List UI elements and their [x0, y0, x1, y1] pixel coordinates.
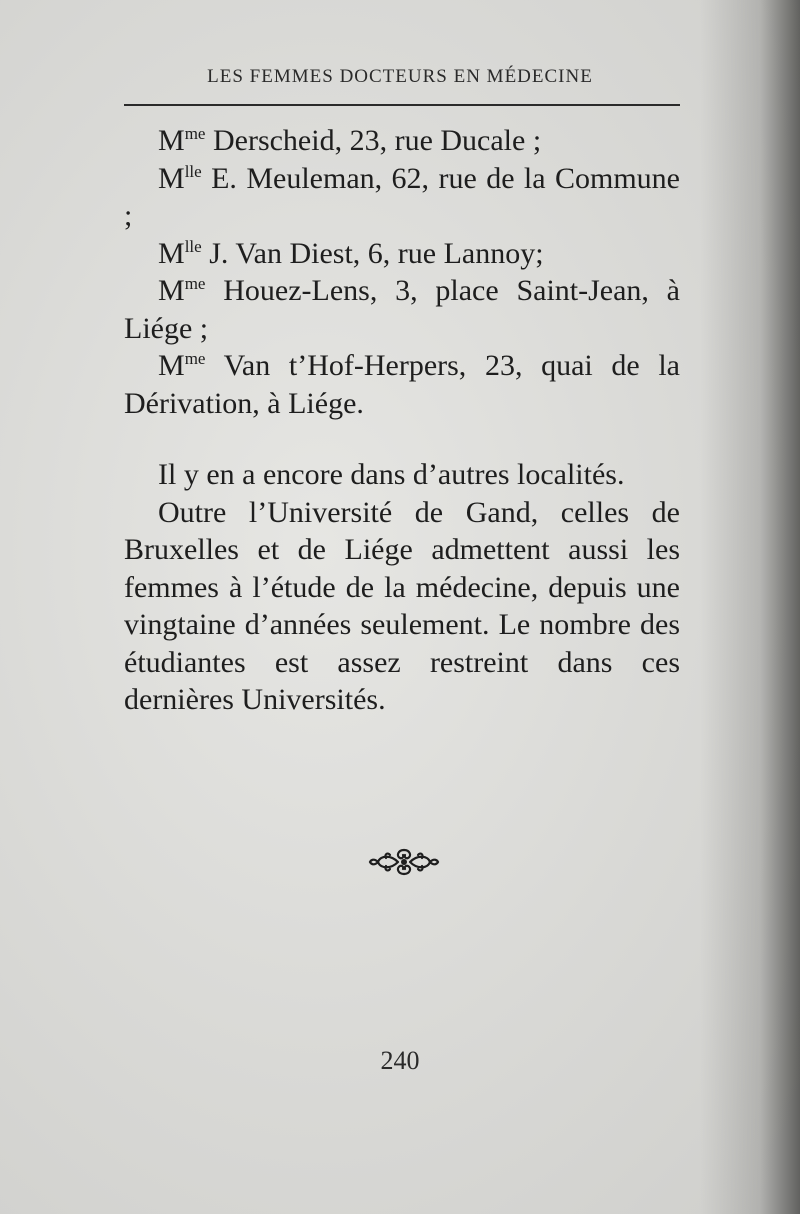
header-rule — [124, 104, 680, 106]
entry-title-sup: lle — [184, 161, 202, 181]
entry-text: J. Van Diest, 6, rue Lannoy; — [201, 236, 544, 270]
entry-title: M — [158, 161, 185, 195]
entry-text: Derscheid, 23, rue Ducale ; — [205, 124, 542, 157]
entry-text: Houez-Lens, 3, place Saint-Jean, à Liége ; — [124, 274, 680, 345]
entry-title-sup: me — [184, 274, 206, 293]
entry-title: M — [158, 236, 185, 270]
running-head: LES FEMMES DOCTEURS EN MÉDECINE — [207, 66, 593, 87]
entry-text: Van t’Hof-Herpers, 23, quai de la Dérivation, à Liége. — [124, 349, 680, 420]
paragraph: Il y en a encore dans d’autres localités. — [158, 458, 625, 491]
floral-ornament-icon — [368, 844, 440, 880]
entry-title: M — [158, 349, 185, 382]
entry-title: M — [158, 274, 185, 307]
address-entry — [124, 122, 680, 160]
entry-title-sup: lle — [184, 236, 202, 256]
address-entry — [124, 160, 680, 235]
address-entry — [124, 272, 680, 347]
entry-title-sup: me — [184, 124, 206, 143]
address-entry — [124, 235, 680, 273]
paragraph: Outre l’Université de Gand, celles de Bruxelles et de Liége admettent aussi les femmes à l’étude de la médecine, depuis une vingtaine d’années seulement. Le nombre des étudiantes est assez restreint dans ces dernières Universités. — [124, 495, 680, 716]
entry-title: M — [158, 124, 185, 157]
address-entry — [124, 347, 680, 422]
entry-title-sup: me — [184, 349, 206, 368]
entry-text: E. Meuleman, 62, rue de la Commune ; — [124, 161, 680, 232]
page-body — [124, 122, 680, 719]
page-number: 240 — [380, 1046, 420, 1075]
